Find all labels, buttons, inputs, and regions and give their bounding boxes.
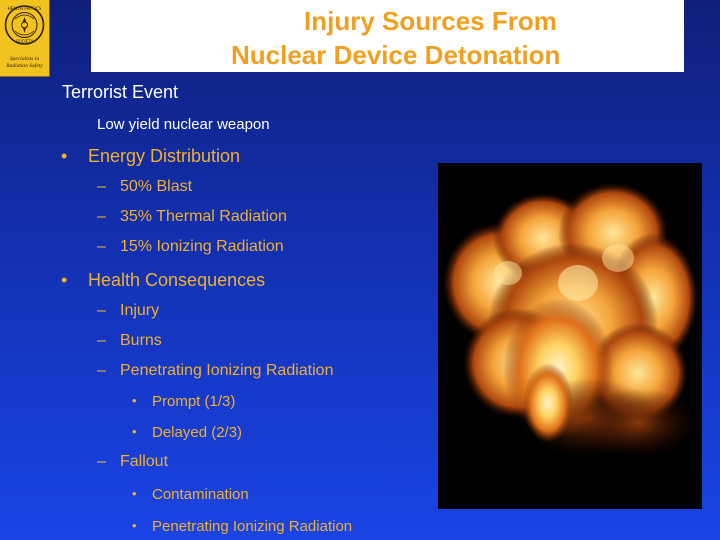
svg-text:SOCIETY: SOCIETY — [15, 39, 34, 44]
sub-bullet-marker: • — [132, 424, 137, 439]
health-heading: Health Consequences — [88, 270, 266, 290]
bullet-marker: • — [61, 146, 68, 166]
logo-tagline-2: Radiation Safety — [6, 63, 43, 69]
health-item-burns: Burns — [120, 332, 162, 349]
dash-marker: – — [97, 362, 106, 379]
slide-title-line-1: Injury Sources From — [304, 6, 557, 36]
dash-marker: – — [97, 238, 106, 255]
dash-marker: – — [97, 208, 106, 225]
bullet-marker: • — [61, 270, 68, 290]
fallout-item-contamination: Contamination — [152, 486, 249, 503]
dash-marker: – — [97, 178, 106, 195]
energy-heading: Energy Distribution — [88, 146, 241, 166]
event-detail: Low yield nuclear weapon — [97, 116, 270, 133]
dash-marker: – — [97, 332, 106, 349]
energy-item: 35% Thermal Radiation — [120, 208, 287, 225]
sub-bullet-marker: • — [132, 393, 137, 408]
health-item-prompt: Prompt (1/3) — [152, 393, 236, 410]
fallout-item-penetrating: Penetrating Ionizing Radiation — [152, 518, 353, 535]
svg-text:HEALTH PHYSICS: HEALTH PHYSICS — [7, 6, 42, 11]
explosion-fireball-image — [438, 163, 702, 509]
dash-marker: – — [97, 453, 106, 470]
society-seal-icon — [4, 3, 45, 55]
event-heading: Terrorist Event — [62, 82, 179, 102]
dash-marker: – — [97, 302, 106, 319]
health-item-fallout: Fallout — [120, 453, 169, 470]
explosion-photo — [438, 163, 702, 509]
title-box — [91, 0, 684, 72]
slide-title-line-2: Nuclear Device Detonation — [231, 40, 561, 70]
logo-tagline-1: Specialists in — [9, 56, 40, 62]
energy-item: 15% Ionizing Radiation — [120, 238, 284, 255]
health-physics-society-logo — [0, 0, 50, 77]
sub-bullet-marker: • — [132, 486, 137, 501]
health-item-penetrating: Penetrating Ionizing Radiation — [120, 362, 334, 379]
health-item-delayed: Delayed (2/3) — [152, 424, 243, 441]
energy-item: 50% Blast — [120, 178, 193, 195]
health-item-injury: Injury — [120, 302, 160, 319]
sub-bullet-marker: • — [132, 518, 137, 533]
